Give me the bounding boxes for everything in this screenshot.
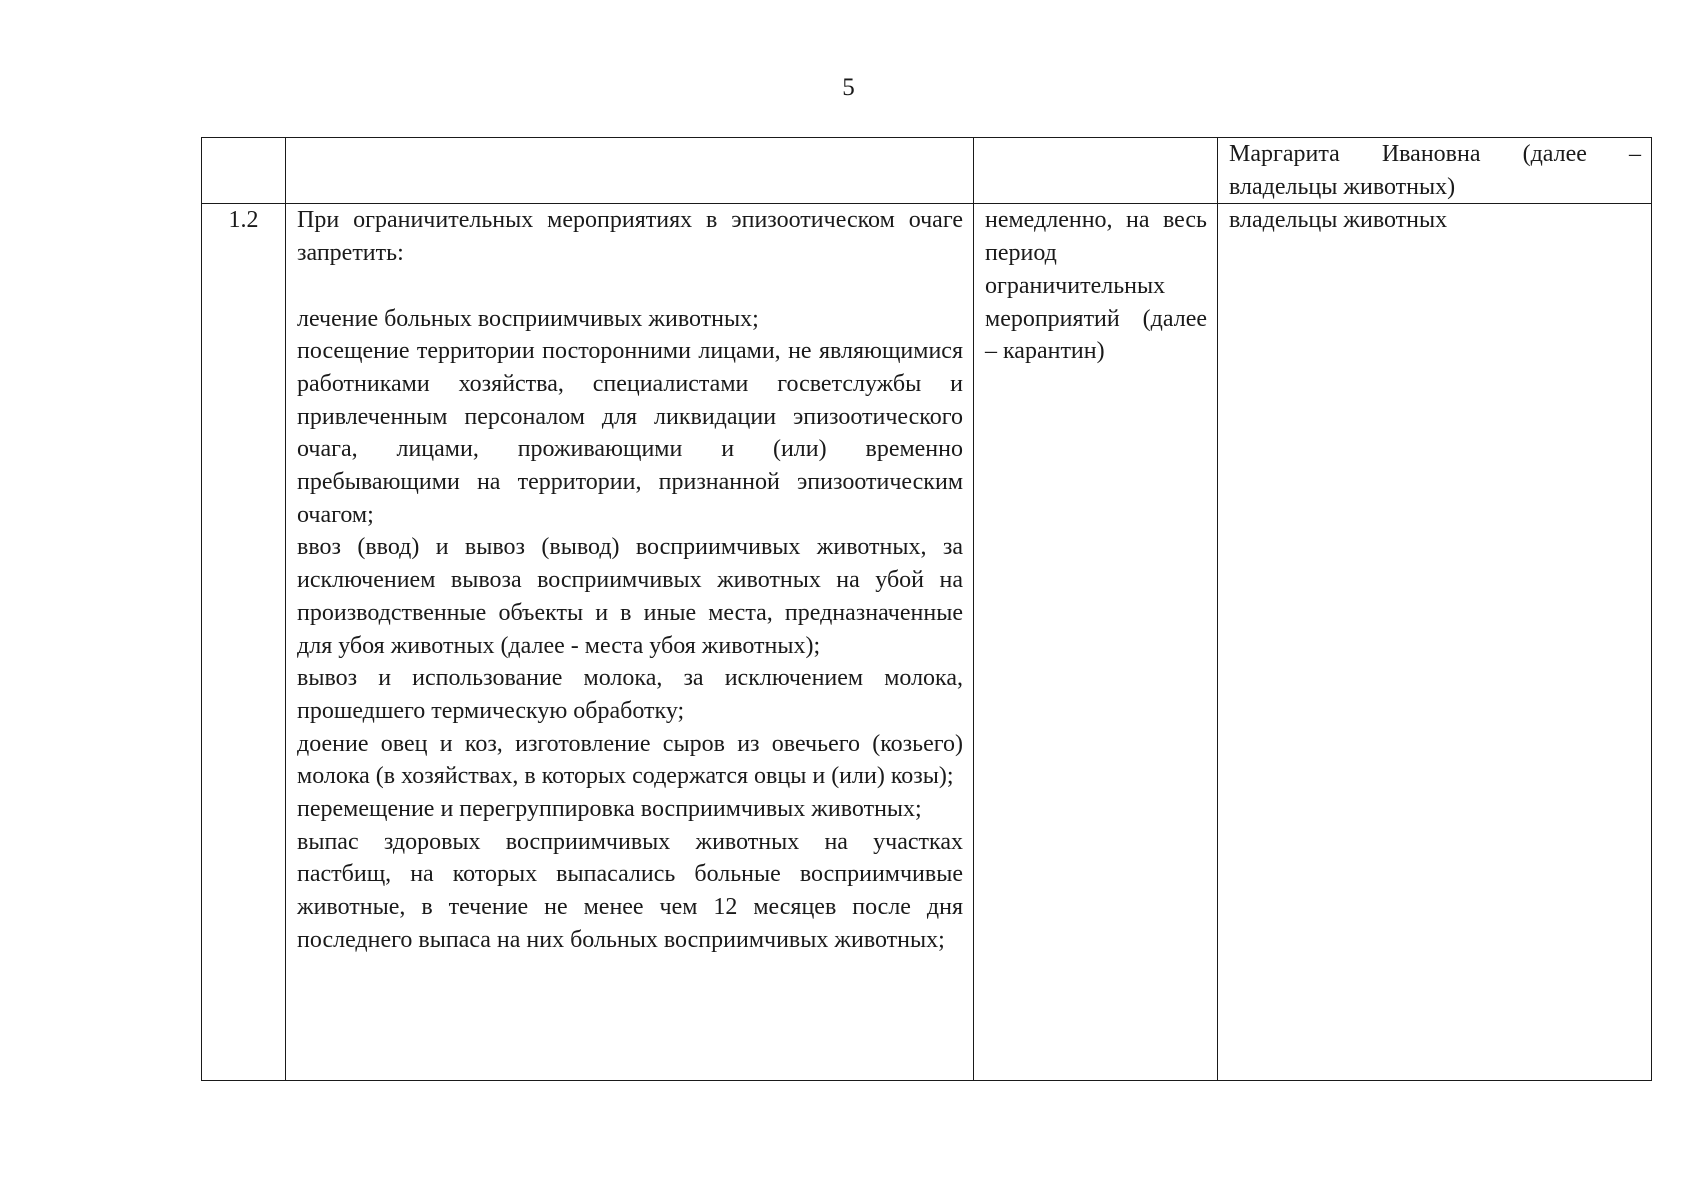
responsible-cell — [1218, 204, 1652, 1081]
term-cell — [974, 138, 1218, 204]
prohibition-item: перемещение и перегруппировка восприимчивых животных; — [297, 796, 922, 823]
term-text: немедленно, на весь период ограничительных мероприятий (далее – карантин) — [985, 207, 1207, 365]
number-cell — [202, 204, 286, 1081]
prohibition-item: посещение территории посторонними лицами, не являющимися работниками хозяйства, специалистами госветслужбы и привлеченным персоналом для ликвидации эпизоотического очага, лицами, проживающими и (или) временно пребывающими на территории, признанной эпизоотическим очагом; — [297, 338, 963, 528]
table-row-1-2 — [202, 204, 1652, 1081]
page-number: 5 — [842, 74, 855, 101]
prohibition-item: выпас здоровых восприимчивых животных на участках пастбищ, на которых выпасались больные восприимчивые животные, в течение не менее чем 12 месяцев после дня последнего выпаса на них больных восприимчивых животных; — [297, 828, 963, 953]
measures-table — [201, 137, 1652, 1081]
prohibition-item: лечение больных восприимчивых животных; — [297, 305, 759, 332]
row-number: 1.2 — [228, 207, 259, 234]
responsible-text: Маргарита Ивановна (далее – владельцы животных) — [1229, 141, 1641, 200]
prohibition-item: ввоз (ввод) и вывоз (вывод) восприимчивых животных, за исключением вывоза восприимчивых животных на убой на производственные объекты и в иные места, предназначенные для убоя животных (далее - места убоя животных); — [297, 534, 963, 659]
description-cell — [286, 138, 974, 204]
blank-line — [297, 270, 963, 303]
description-intro: При ограничительных мероприятиях в эпизоотическом очаге запретить: — [297, 207, 963, 267]
table-row-continuation — [202, 138, 1652, 204]
term-cell — [974, 204, 1218, 1081]
responsible-cell — [1218, 138, 1652, 204]
prohibition-item: вывоз и использование молока, за исключением молока, прошедшего термическую обработку; — [297, 665, 963, 724]
description-cell — [286, 204, 974, 1081]
responsible-text: владельцы животных — [1229, 207, 1448, 234]
number-cell — [202, 138, 286, 204]
prohibition-item: доение овец и коз, изготовление сыров из овечьего (козьего) молока (в хозяйствах, в которых содержатся овцы и (или) козы); — [297, 730, 963, 790]
